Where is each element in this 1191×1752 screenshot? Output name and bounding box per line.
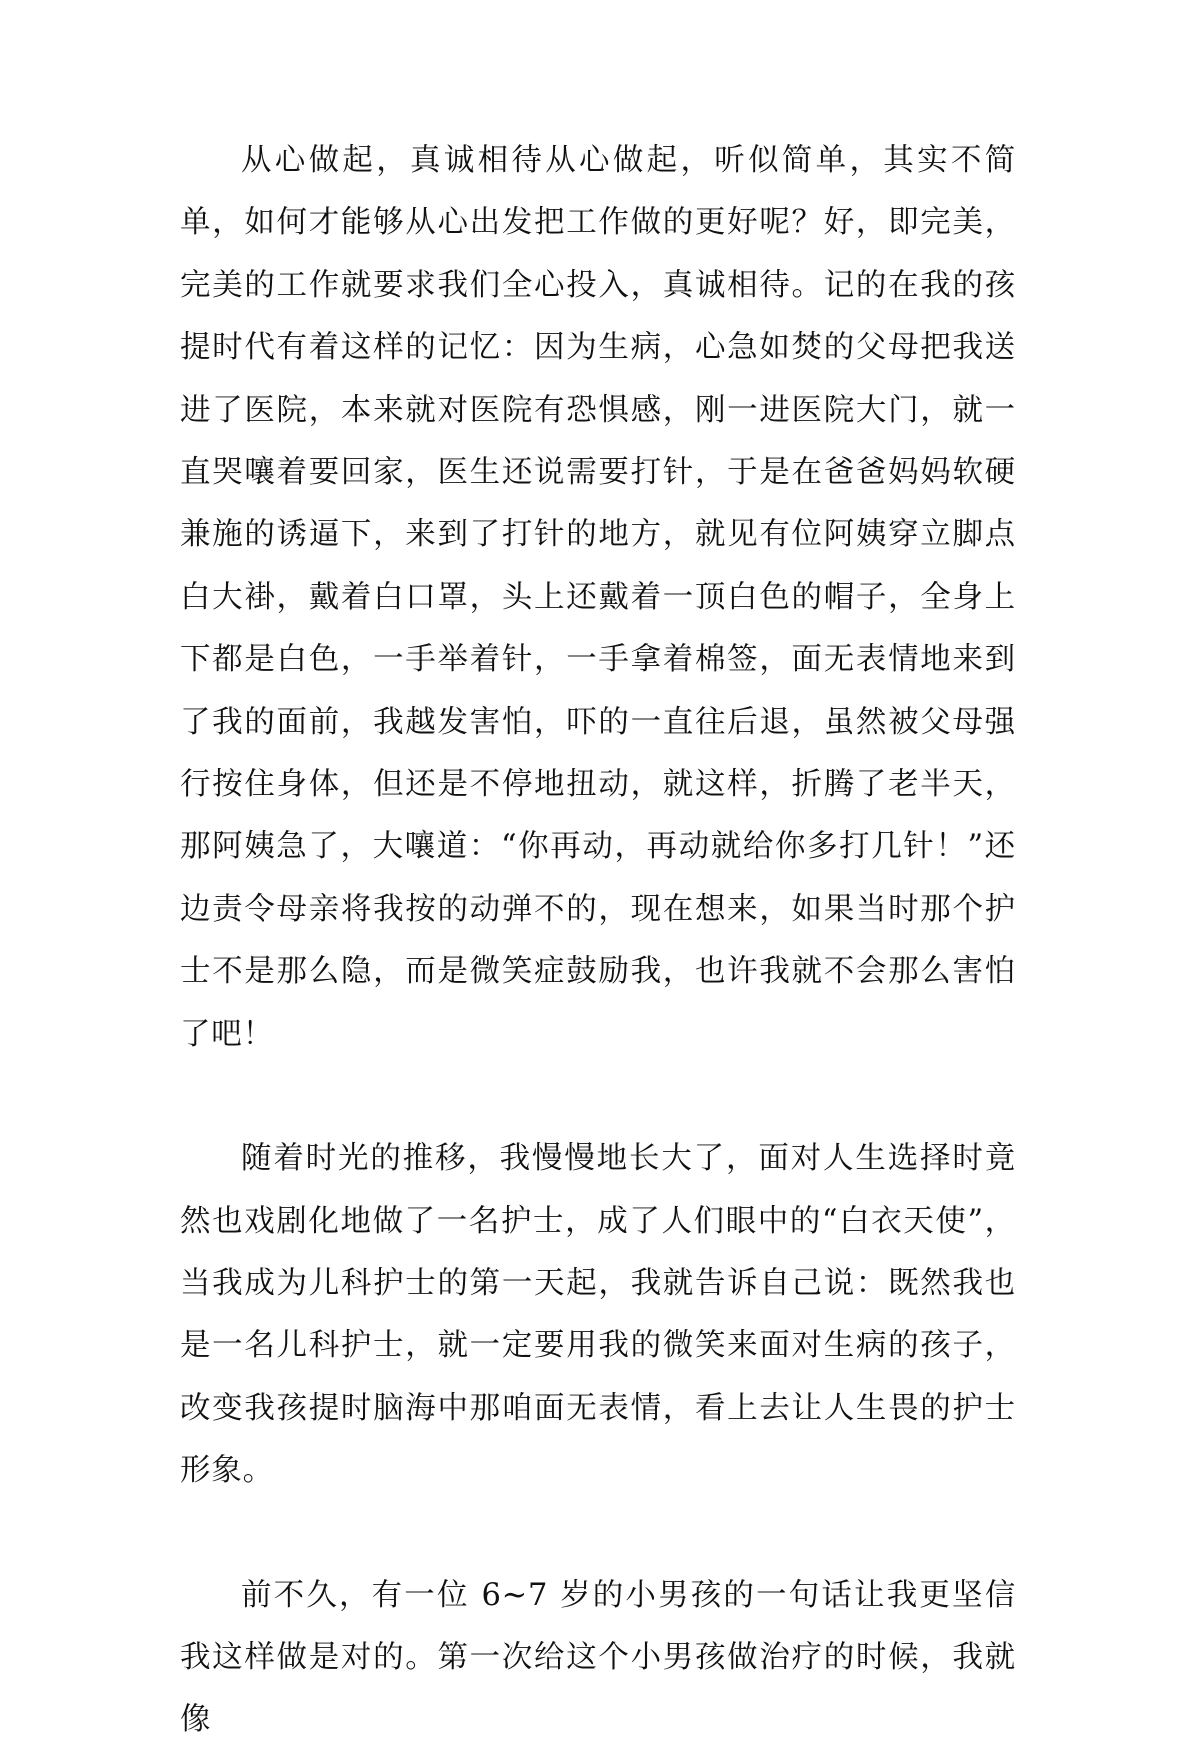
- paragraph-1: 从心做起，真诚相待从心做起，听似简单，其实不简单，如何才能够从心出发把工作做的更好呢？好，即完美，完美的工作就要求我们全心投入，真诚相待。记的在我的孩提时代有着这样的记忆：因为生病，心急如焚的父母把我送进了医院，本来就对医院有恐惧感，刚一进医院大门，就一直哭嚷着要回家，医生还说需要打针，于是在爸爸妈妈软硬兼施的诱逼下，来到了打针的地方，就见有位阿姨穿立脚点白大褂，戴着白口罩，头上还戴着一顶白色的帽子，全身上下都是白色，一手举着针，一手拿着棉签，面无表情地来到了我的面前，我越发害怕，吓的一直往后退，虽然被父母强行按住身体，但还是不停地扭动，就这样，折腾了老半天，那阿姨急了，大嚷道：“你再动，再动就给你多打几针！”还边责令母亲将我按的动弹不的，现在想来，如果当时那个护士不是那么隐，而是微笑症鼓励我，也许我就不会那么害怕了吧！: [180, 143, 1016, 1052]
- document-body: [180, 130, 1016, 1752]
- paragraph-3: 前不久，有一位 6~7 岁的小男孩的一句话让我更坚信我这样做是对的。第一次给这个小男孩做治疗的时候，我就像: [180, 1577, 1016, 1738]
- paragraph-2: 随着时光的推移，我慢慢地长大了，面对人生选择时竟然也戏剧化地做了一名护士，成了人们眼中的“白衣天使”，当我成为儿科护士的第一天起，我就告诉自己说：既然我也是一名儿科护士，就一定要用我的微笑来面对生病的孩子，改变我孩提时脑海中那咱面无表情，看上去让人生畏的护士形象。: [180, 1141, 1016, 1489]
